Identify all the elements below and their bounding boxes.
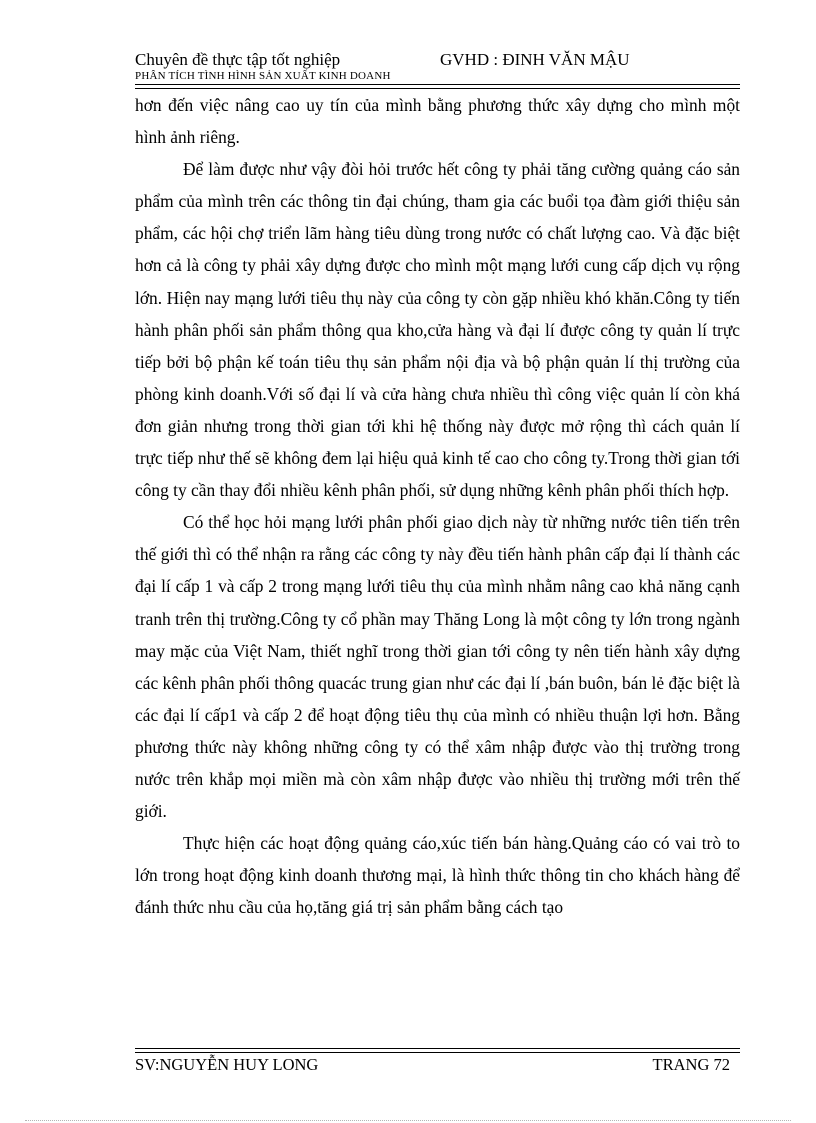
document-subtitle: PHÂN TÍCH TÌNH HÌNH SẢN XUẤT KINH DOANH	[135, 70, 391, 82]
page-bottom-border	[25, 1120, 791, 1121]
footer-divider	[135, 1048, 740, 1053]
page-header	[135, 50, 740, 83]
document-title: Chuyên đề thực tập tốt nghiệp	[135, 50, 341, 69]
paragraph: Có thể học hỏi mạng lưới phân phối giao dịch này từ những nước tiên tiến trên thế giới thì có thể nhận ra rằng các công ty này đều tiến hành phân cấp đại lí thành các đại lí cấp 1 và cấp 2 trong mạng lưới tiêu thụ của mình nhằm nâng cao khả năng cạnh tranh trên thị trường.Công ty cổ phần may Thăng Long là một công ty lớn trong ngành may mặc của Việt Nam, thiết nghĩ trong thời gian tới công ty nên tiến hành xây dựng các kênh phân phối thông quacác trung gian như các đại lí ,bán buôn, bán lẻ đặc biệt là các đại lí cấp1 và cấp 2 để hoạt động tiêu thụ của mình có nhiều thuận lợi hơn. Bằng phương thức này không những công ty có thể xâm nhập được vào thị trường trong nước trên khắp mọi miền mà còn xâm nhập được vào nhiều thị trường mới trên thế giới.	[135, 512, 740, 822]
document-body	[135, 89, 740, 923]
advisor-label: GVHD : ĐINH VĂN MẬU	[440, 50, 630, 69]
paragraph-continuation: hơn đến việc nâng cao uy tín của mình bằng phương thức xây dựng cho mình một hình ảnh riêng.	[135, 95, 740, 148]
paragraph: Để làm được như vậy đòi hỏi trước hết công ty phải tăng cường quảng cáo sản phẩm của mình trên các thông tin đại chúng, tham gia các buổi tọa đàm giới thiệu sản phẩm, các hội chợ triển lãm hàng tiêu dùng trong nước có chất lượng cao. Và đặc biệt hơn cả là công ty phải xây dựng được cho mình một mạng lưới cung cấp dịch vụ rộng lớn. Hiện nay mạng lưới tiêu thụ này của công ty còn gặp nhiều khó khăn.Công ty tiến hành phân phối sản phẩm thông qua kho,cửa hàng và đại lí được công ty quản lí trực tiếp bởi bộ phận kế toán tiêu thụ sản phẩm nội địa và bộ phận quản lí thị trường của phòng kinh doanh.Với số đại lí và cửa hàng chưa nhiều thì công việc quản lí còn khá đơn giản nhưng trong thời gian tới khi hệ thống này được mở rộng thì cách quản lí trực tiếp như thế sẽ không đem lại hiệu quả kinh tế cao cho công ty.Trong thời gian tới công ty cần thay đổi nhiều kênh phân phối, sử dụng những kênh phân phối thích hợp.	[135, 159, 740, 501]
paragraph: Thực hiện các hoạt động quảng cáo,xúc tiến bán hàng.Quảng cáo có vai trò to lớn trong hoạt động kinh doanh thương mại, là hình thức thông tin cho khách hàng để đánh thức nhu cầu của họ,tăng giá trị sản phẩm bằng cách tạo	[135, 833, 740, 918]
page-number: TRANG 72	[652, 1055, 730, 1074]
header-line	[135, 50, 740, 70]
student-name: SV:NGUYỄN HUY LONG	[135, 1055, 319, 1074]
